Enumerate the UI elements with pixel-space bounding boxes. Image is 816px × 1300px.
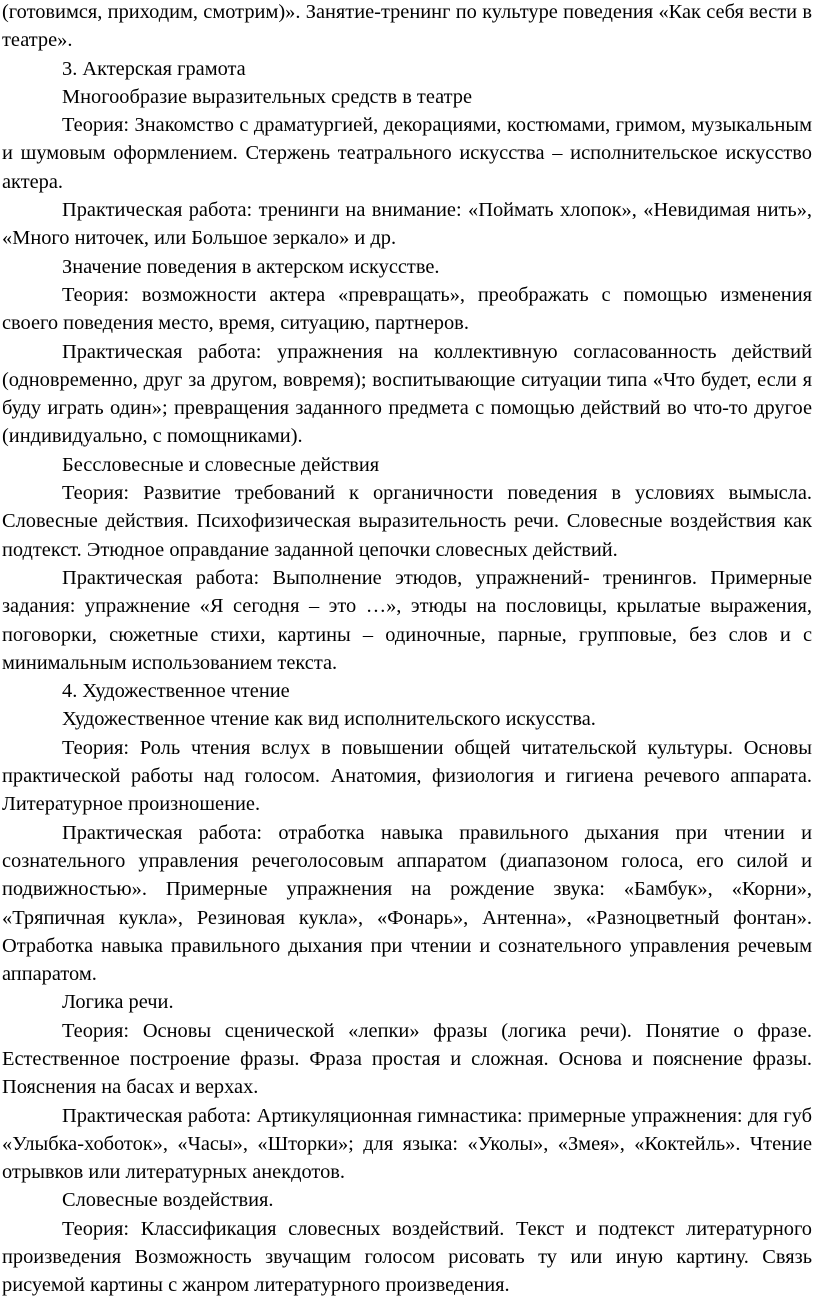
- paragraph: Теория: возможности актера «превращать», преображать с помощью изменения своего поведения место, время, ситуацию, партнеров.: [2, 283, 812, 335]
- topic-heading: Значение поведения в актерском искусстве.: [62, 255, 440, 278]
- paragraph: Теория: Знакомство с драматургией, декорациями, костюмами, гримом, музыкальным и шумовым оформлением. Стержень театрального искусства – исполнительское искусство актера.: [2, 114, 812, 193]
- paragraph: Теория: Роль чтения вслух в повышении общей читательской культуры. Основы практической работы над голосом. Анатомия, физиология и гигиена речевого аппарата. Литературное произношение.: [2, 736, 812, 816]
- paragraph: Практическая работа: Выполнение этюдов, упражнений- тренингов. Примерные задания: упражнение «Я сегодня – это …», этюды на пословицы, крылатые выражения, поговорки, сюжетные стихи, картины – одиночные, парные, групповые, без слов и с минимальным использованием текста.: [2, 566, 812, 674]
- paragraph: Теория: Развитие требований к органичности поведения в условиях вымысла. Словесные действия. Психофизическая выразительность речи. Словесные воздействия как подтекст. Этюдное оправдание заданной цепочки словесных действий.: [2, 482, 812, 561]
- paragraph: Практическая работа: тренинги на внимание: «Поймать хлопок», «Невидимая нить», «Много ниточек, или Большое зеркало» и др.: [2, 199, 812, 250]
- topic-heading: Словесные воздействия.: [62, 1189, 274, 1212]
- paragraph-continuation: (готовимся, приходим, смотрим)». Занятие-тренинг по культуре поведения «Как себя вести в театре».: [2, 1, 812, 52]
- paragraph: Практическая работа: отработка навыка правильного дыхания при чтении и сознательного управления речеголосовым аппаратом (диапазоном голоса, его силой и подвижностью». Примерные упражнения на рождение звука: «Бамбук», «Корни», «Тряпичная кукла», Резиновая кукла», «Фонарь», Антенна», «Разноцветный фонтан». Отработка навыка правильного дыхания при чтении и сознательного управления речевым аппаратом.: [2, 821, 812, 986]
- paragraph: Теория: Основы сценической «лепки» фразы (логика речи). Понятие о фразе. Естественное построение фразы. Фраза простая и сложная. Основа и пояснение фразы. Пояснения на басах и верхах.: [2, 1019, 812, 1099]
- topic-heading: Многообразие выразительных средств в театре: [62, 85, 473, 108]
- paragraph: Практическая работа: Артикуляционная гимнастика: примерные упражнения: для губ «Улыбка-хоботок», «Часы», «Шторки»; для языка: «Уколы», «Змея», «Коктейль». Чтение отрывков или литературных анекдотов.: [2, 1104, 812, 1184]
- section-heading-artistic-reading: 4. Художественное чтение: [62, 680, 290, 703]
- topic-heading: Логика речи.: [62, 991, 174, 1014]
- topic-heading: Художественное чтение как вид исполнительского искусства.: [62, 708, 596, 731]
- paragraph: Практическая работа: упражнения на коллективную согласованность действий (одновременно, друг за другом, вовремя); воспитывающие ситуации типа «Что будет, если я буду играть один»; превращения заданного предмета с помощью действий во что-то другое (индивидуально, с помощниками).: [2, 340, 812, 448]
- topic-heading: Бессловесные и словесные действия: [62, 453, 380, 476]
- paragraph: Теория: Классификация словесных воздействий. Текст и подтекст литературного произведения Возможность звучащим голосом рисовать ту или иную картину. Связь рисуемой картины с жанром литературного произведения.: [2, 1217, 812, 1297]
- section-heading-acting-basics: 3. Актерская грамота: [62, 57, 246, 80]
